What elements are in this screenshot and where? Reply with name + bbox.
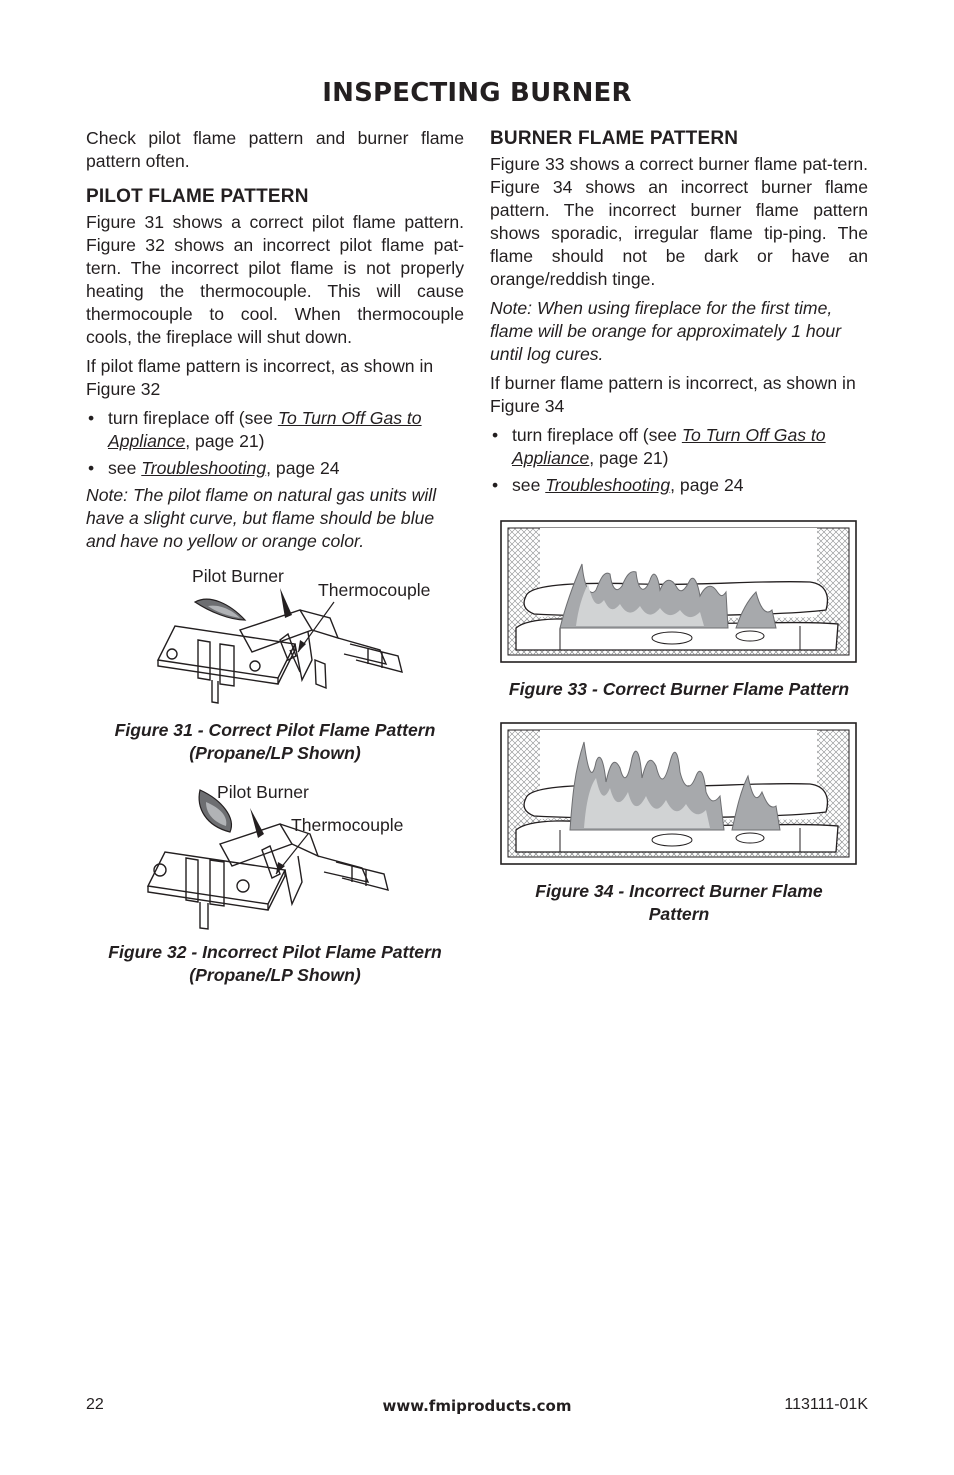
label-thermocouple: Thermocouple xyxy=(318,580,431,600)
pilot-heading: PILOT FLAME PATTERN xyxy=(86,186,309,207)
pilot-note: Note: The pilot flame on natural gas units will have a slight curve, but flame should be blue and have no yellow or orange color. xyxy=(86,485,437,551)
pilot-assembly-drawing xyxy=(140,778,440,938)
pilot-bullet-list xyxy=(86,407,464,480)
page-number: 22 xyxy=(86,1396,104,1413)
link-troubleshooting[interactable]: Troubleshooting xyxy=(545,475,671,495)
pilot-paragraph-1: Figure 31 shows a correct pilot flame pattern. Figure 32 shows an incorrect pilot flame pat-tern. The incorrect pilot flame is not properly heating the thermocouple. This will cause thermocouple to cool. When thermocouple cools, the fireplace will shut down. xyxy=(86,212,464,347)
label-pilot-burner: Pilot Burner xyxy=(192,566,284,586)
caption-line: Figure 31 - Correct Pilot Flame Pattern xyxy=(114,720,436,740)
footer-url[interactable]: www.fmiproducts.com xyxy=(382,1397,572,1415)
figure-33-caption xyxy=(490,678,868,701)
bullet-text: turn fireplace off (see xyxy=(108,408,278,428)
figure-34-caption xyxy=(490,880,868,926)
fireplace-correct-drawing xyxy=(500,520,857,663)
bullet-text: , page 21) xyxy=(589,448,669,468)
link-troubleshooting[interactable]: Troubleshooting xyxy=(141,458,267,478)
caption-line: Pattern xyxy=(648,904,710,924)
figure-31-caption xyxy=(86,719,464,765)
link-turn-off-gas[interactable]: To Turn Off Gas to Appliance xyxy=(512,425,826,468)
bullet-text: , page 21) xyxy=(185,431,265,451)
caption-line: (Propane/LP Shown) xyxy=(189,965,361,985)
pilot-assembly-drawing xyxy=(150,560,450,710)
caption-line: Figure 33 - Correct Burner Flame Pattern xyxy=(508,679,850,699)
figure-31 xyxy=(150,560,450,710)
burner-heading: BURNER FLAME PATTERN xyxy=(490,128,739,149)
figure-32-caption xyxy=(86,941,464,987)
figure-33 xyxy=(500,520,857,663)
label-thermocouple: Thermocouple xyxy=(291,815,404,835)
figure-34 xyxy=(500,722,857,865)
burner-note: Note: When using fireplace for the first time, flame will be orange for approximately 1 hour until log cures. xyxy=(490,298,842,364)
caption-line: (Propane/LP Shown) xyxy=(189,743,361,763)
pilot-bullet-turn-off xyxy=(86,407,464,453)
burner-bullet-troubleshooting xyxy=(490,474,868,497)
page-title: INSPECTING BURNER xyxy=(322,78,632,108)
left-column xyxy=(86,127,464,559)
caption-line: Figure 34 - Incorrect Burner Flame xyxy=(535,881,823,901)
right-column xyxy=(490,127,868,501)
bullet-text: see xyxy=(512,475,546,495)
burner-paragraph-1: Figure 33 shows a correct burner flame pat-tern. Figure 34 shows an incorrect burner flame pattern. The incorrect burner flame pattern shows sporadic, irregular flame tip-ping. The flame should not be dark or have an orange/reddish tinge. xyxy=(490,154,868,289)
burner-bullet-list xyxy=(490,424,868,497)
bullet-text: turn fireplace off (see xyxy=(512,425,682,445)
burner-paragraph-2: If burner flame pattern is incorrect, as shown in Figure 34 xyxy=(490,373,856,416)
intro-paragraph: Check pilot flame pattern and burner flame pattern often. xyxy=(86,128,464,171)
doc-number: 113111-01K xyxy=(784,1396,868,1413)
label-pilot-burner: Pilot Burner xyxy=(217,782,309,802)
pilot-paragraph-2: If pilot flame pattern is incorrect, as shown in Figure 32 xyxy=(86,356,434,399)
bullet-text: see xyxy=(108,458,142,478)
caption-line: Figure 32 - Incorrect Pilot Flame Pattern xyxy=(108,942,442,962)
bullet-text: , page 24 xyxy=(266,458,340,478)
bullet-text: , page 24 xyxy=(670,475,744,495)
burner-bullet-turn-off xyxy=(490,424,868,470)
pilot-bullet-troubleshooting xyxy=(86,457,464,480)
link-turn-off-gas[interactable]: To Turn Off Gas to Appliance xyxy=(108,408,422,451)
figure-32 xyxy=(140,778,440,938)
fireplace-incorrect-drawing xyxy=(500,722,857,865)
